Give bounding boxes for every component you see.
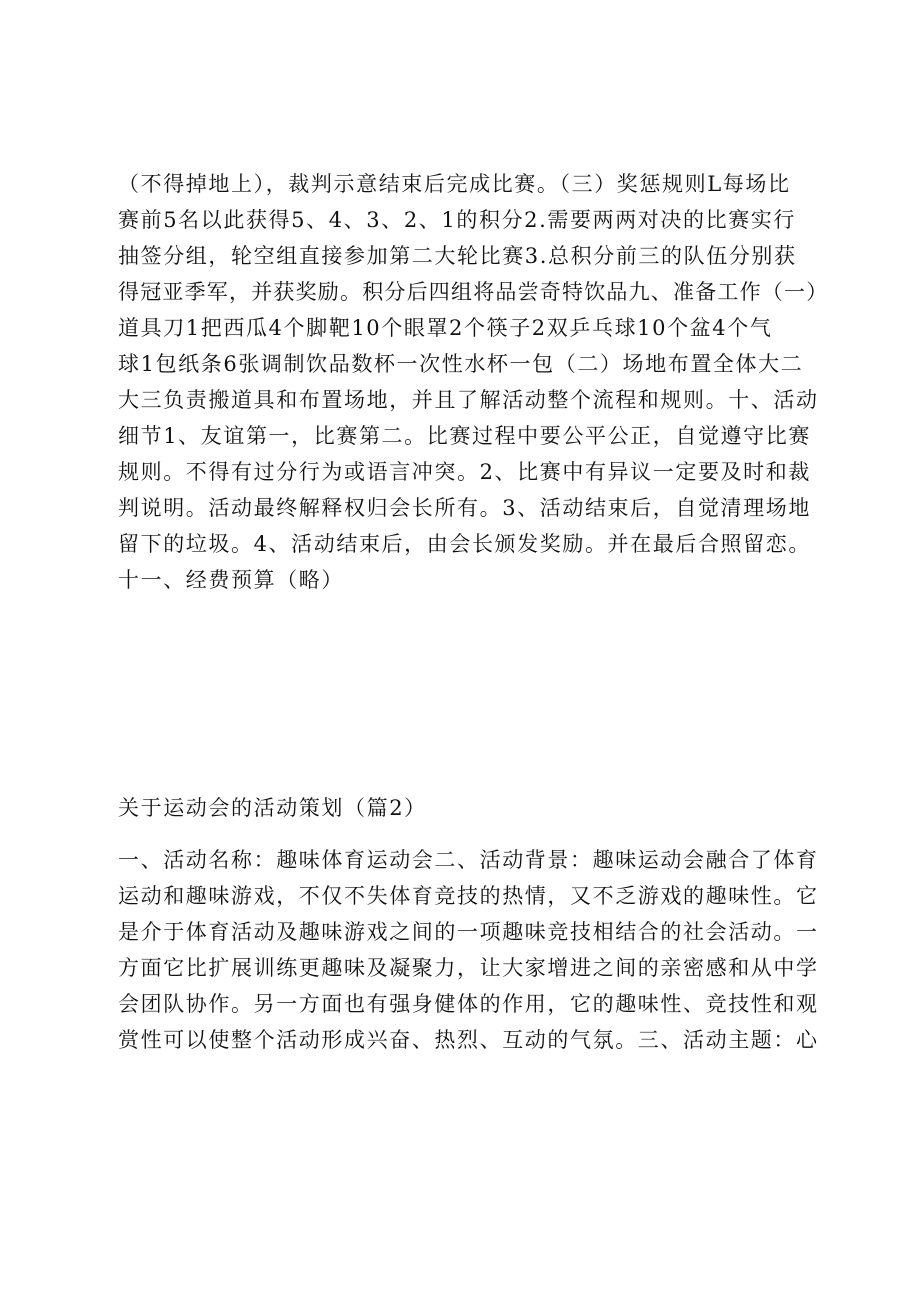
text-line: 判说明。活动最终解释权归会长所有。3、活动结束后，自觉清理场地 — [118, 496, 811, 520]
text-line: 得冠亚季军，并获奖励。积分后四组将品尝奇特饮品九、准备工作（一） — [118, 280, 829, 304]
text-line: （不得掉地上），裁判示意结束后完成比赛。（三）奖惩规则L每场比 — [118, 172, 791, 196]
text-line: 大三负责搬道具和布置场地，并且了解活动整个流程和规则。十、活动 — [118, 388, 819, 412]
text-line: 规则。不得有过分行为或语言冲突。2、比赛中有异议一定要及时和裁 — [118, 460, 811, 484]
text-line: 方面它比扩展训练更趣味及凝聚力，让大家增进之间的亲密感和从中学 — [118, 956, 819, 980]
text-line: 一、活动名称：趣味体育运动会二、活动背景：趣味运动会融合了体育 — [118, 848, 819, 872]
section2-paragraph — [118, 842, 830, 1058]
section2-heading — [118, 790, 830, 826]
text-line: 是介于体育活动及趣味游戏之间的一项趣味竞技相结合的社会活动。一 — [118, 920, 819, 944]
text-line: 细节1、友谊第一，比赛第二。比赛过程中要公平公正，自觉遵守比赛 — [118, 424, 811, 448]
text-line: 赏性可以使整个活动形成兴奋、热烈、互动的气氛。三、活动主题：心 — [118, 1028, 819, 1052]
text-line: 十一、经费预算（略） — [118, 568, 344, 592]
text-line: 赛前5名以此获得5、4、3、2、1的积分2.需要两两对决的比赛实行 — [118, 208, 796, 232]
text-line: 会团队协作。另一方面也有强身健体的作用，它的趣味性、竞技性和观 — [118, 992, 819, 1016]
text-line: 留下的垃圾。4、活动结束后，由会长颁发奖励。并在最后合照留恋。 — [118, 532, 811, 556]
text-line: 道具刀1把西瓜4个脚靶10个眼罩2个筷子2双乒乓球10个盆4个气 — [118, 316, 773, 340]
section-title: 关于运动会的活动策划（篇2） — [118, 796, 427, 820]
text-line: 运动和趣味游戏，不仅不失体育竞技的热情，又不乏游戏的趣味性。它 — [118, 884, 819, 908]
text-line: 抽签分组，轮空组直接参加第二大轮比赛3.总积分前三的队伍分别获 — [118, 244, 797, 268]
section1-paragraph — [118, 166, 830, 598]
text-line: 球1包纸条6张调制饮品数杯一次性水杯一包（二）场地布置全体大二 — [118, 352, 804, 376]
